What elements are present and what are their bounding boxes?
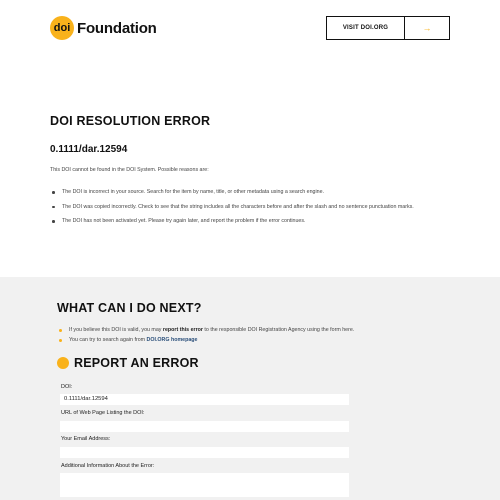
doi-foundation-logo[interactable] <box>50 16 157 40</box>
arrow-right-icon: → <box>422 23 432 33</box>
list-item: The DOI has not been activated yet. Please try again later, and report the problem if the error continues. <box>50 217 450 226</box>
email-field-label: Your Email Address: <box>61 436 111 442</box>
url-field-label: URL of Web Page Listing the DOI: <box>61 410 145 416</box>
list-item: The DOI was copied incorrectly. Check to see that the string includes all the characters before and after the slash and no sentence punctuation marks. <box>50 203 450 212</box>
doi-value: 0.1111/dar.12594 <box>50 144 128 155</box>
logo-mark: doi <box>50 16 74 40</box>
list-item <box>57 336 457 344</box>
reasons-list <box>50 188 450 232</box>
report-error-title: REPORT AN ERROR <box>74 356 199 370</box>
doi-field[interactable]: 0.1111/dar.12594 <box>60 394 349 405</box>
next-steps-title: WHAT CAN I DO NEXT? <box>57 301 202 315</box>
doi-field-label: DOI: <box>61 384 73 390</box>
error-intro: This DOI cannot be found in the DOI System. Possible reasons are: <box>50 167 209 173</box>
report-error-link[interactable]: report this error <box>162 327 203 333</box>
list-item <box>57 326 457 334</box>
site-header <box>0 0 500 60</box>
logo-text: Foundation <box>77 19 157 37</box>
next-item1-suffix: to the responsible DOI Registration Agency using the form here. <box>202 327 355 333</box>
bullet-icon <box>59 329 62 332</box>
page-title: DOI RESOLUTION ERROR <box>50 114 211 128</box>
visit-doi-org-label: VISIT DOI.ORG <box>327 17 405 39</box>
email-field[interactable] <box>60 447 349 458</box>
bullet-icon <box>59 339 62 342</box>
visit-doi-org-button[interactable] <box>326 16 450 40</box>
next-item1-prefix: If you believe this DOI is valid, you may <box>69 327 163 333</box>
next-steps-list <box>57 326 457 346</box>
list-item: The DOI is incorrect in your source. Search for the item by name, title, or other metadata using a search engine. <box>50 188 450 197</box>
url-field[interactable] <box>60 421 349 432</box>
circle-icon <box>57 357 69 369</box>
next-item2-prefix: You can try to search again from <box>69 337 147 343</box>
info-field-label: Additional Information About the Error: <box>61 463 155 469</box>
report-error-heading <box>57 356 199 370</box>
additional-info-field[interactable] <box>60 473 349 497</box>
doi-org-homepage-link[interactable]: DOI.ORG homepage <box>146 337 198 343</box>
